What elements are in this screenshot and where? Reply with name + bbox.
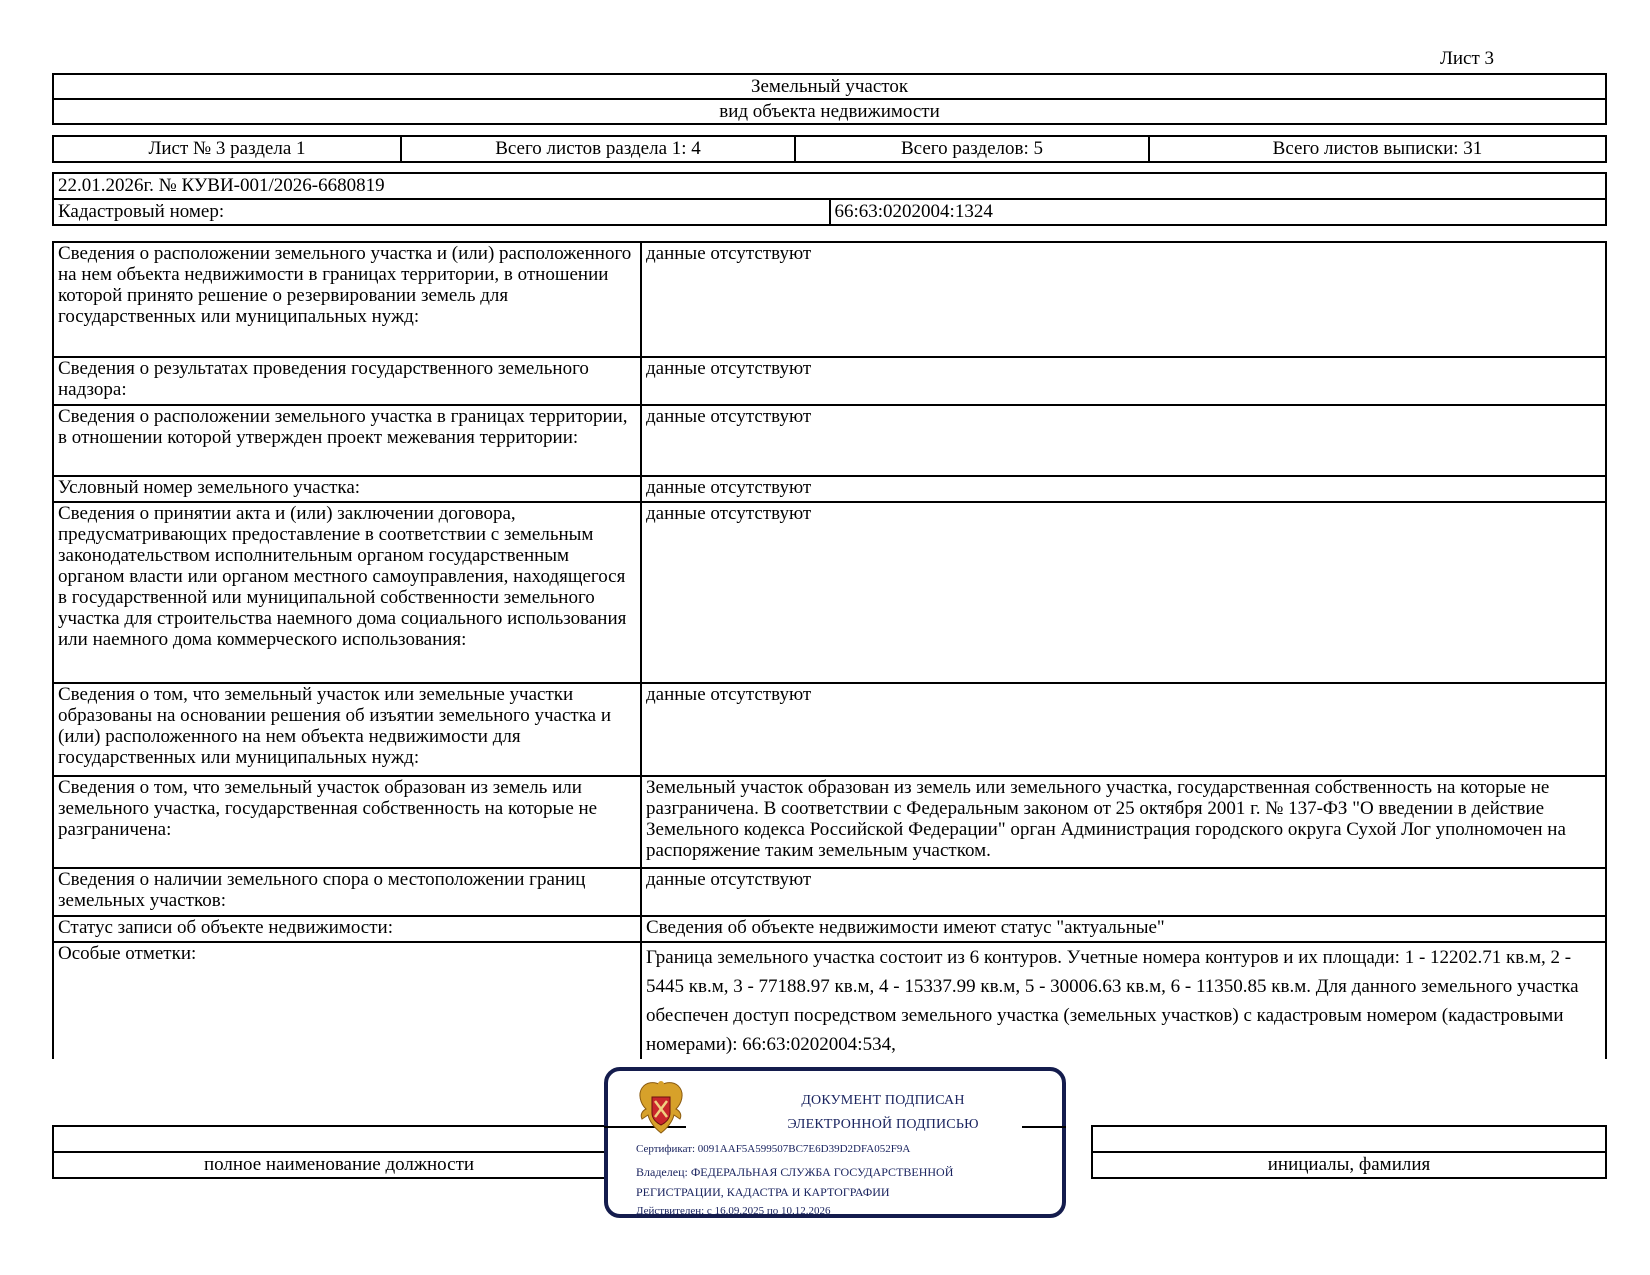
row-label: Сведения о расположении земельного участка в границах территории, в отношении которой утвержден проект межевания территории: [53,405,641,476]
row-value: данные отсутствуют [641,357,1606,405]
row-label: Особые отметки: [53,942,641,1059]
row-label: Сведения о расположении земельного участка и (или) расположенного на нем объекта недвижимости в границах территории, в отношении которой принято решение о резервировании земель для государственных или муниципальных нужд: [53,242,641,357]
table-row [53,242,1606,357]
stamp-title: ДОКУМЕНТ ПОДПИСАН [801,1093,965,1108]
table-row [53,942,1606,1059]
row-label: Сведения о результатах проведения государственного земельного надзора: [53,357,641,405]
row-label: Сведения о принятии акта и (или) заключении договора, предусматривающих предоставление в соответствии с земельным законодательством исполнительным органом государственным органом власти или органом местного самоуправления, находящегося в государственной или муниципальной собственности земельного участка для строительства наемного дома социального использования или наемного дома коммерческого использования: [53,502,641,683]
table-row [53,502,1606,683]
row-label: Условный номер земельного участка: [53,476,641,502]
object-name: Земельный участок [53,74,1606,99]
document-reference: 22.01.2026г. № КУВИ-001/2026-6680819 [53,173,1606,199]
stamp-validity: Действителен: с 16.09.2025 по 10.12.2026 [636,1205,831,1217]
row-label: Сведения о том, что земельный участок или земельные участки образованы на основании решения об изъятии земельного участка и (или) расположенного на нем объекта недвижимости для государственных или муниципальных нужд: [53,683,641,776]
stamp-certificate: Сертификат: 0091AAF5A599507BC7E6D39D2DFA052F9A [636,1143,911,1155]
row-label: Сведения о том, что земельный участок образован из земель или земельного участка, государственная собственность на которые не разграничена: [53,776,641,868]
stamp-subtitle: ЭЛЕКТРОННОЙ ПОДПИСЬЮ [787,1117,979,1132]
section-sheets-total: Всего листов раздела 1: 4 [401,136,795,162]
name-caption: инициалы, фамилия [1092,1152,1606,1178]
row-value: Земельный участок образован из земель или земельного участка, государственная собственность на которые не разграничена. В соответствии с Федеральным законом от 25 октября 2001 г. № 137-ФЗ "О введении в действие Земельного кодекса Российской Федерации" орган Администрация городского округа Сухой Лог уполномочен на распоряжение таким земельным участком. [641,776,1606,868]
table-row [53,683,1606,776]
table-row [53,476,1606,502]
row-value: Граница земельного участка состоит из 6 контуров. Учетные номера контуров и их площади: 1 - 12202.71 кв.м, 2 - 5445 кв.м, 3 - 77188.97 кв.м, 4 - 15337.99 кв.м, 5 - 30006.63 кв.м, 6 - 11350.85 кв.м. Для данного земельного участка обеспечен доступ посредством земельного участка (земельных участков) с кадастровым номером (кадастровыми номерами): 66:63:0202004:534, [641,942,1606,1059]
row-value: данные отсутствуют [641,405,1606,476]
identification-table [52,172,1607,226]
row-label: Статус записи об объекте недвижимости: [53,916,641,942]
coat-of-arms-icon [634,1079,688,1137]
row-value: данные отсутствуют [641,868,1606,916]
table-row [53,916,1606,942]
electronic-signature-stamp [604,1067,1066,1218]
object-header-table [52,73,1607,125]
row-value: данные отсутствуют [641,242,1606,357]
row-label: Сведения о наличии земельного спора о местоположении границ земельных участков: [53,868,641,916]
object-kind: вид объекта недвижимости [53,99,1606,124]
stamp-owner: Владелец: ФЕДЕРАЛЬНАЯ СЛУЖБА ГОСУДАРСТВЕННОЙ [636,1165,954,1179]
name-line [1092,1126,1606,1152]
row-value: данные отсутствуют [641,502,1606,683]
sections-total: Всего разделов: 5 [795,136,1149,162]
table-row [53,776,1606,868]
extract-sheets-total: Всего листов выписки: 31 [1149,136,1606,162]
table-row [53,868,1606,916]
stamp-owner-cont: РЕГИСТРАЦИИ, КАДАСТРА И КАРТОГРАФИИ [636,1185,890,1199]
sheet-number: Лист 3 [1440,48,1495,69]
table-row [53,357,1606,405]
row-value: данные отсутствуют [641,476,1606,502]
table-row [53,405,1606,476]
row-value: данные отсутствуют [641,683,1606,776]
sheet-of-section: Лист № 3 раздела 1 [53,136,401,162]
position-caption: полное наименование должности [53,1152,625,1178]
land-plot-details-table [52,241,1607,1059]
cadastral-number-label: Кадастровый номер: [53,199,830,225]
sheet-meta-table [52,135,1607,163]
row-value: Сведения об объекте недвижимости имеют статус "актуальные" [641,916,1606,942]
position-line [53,1126,625,1152]
cadastral-number-value: 66:63:0202004:1324 [830,199,1607,225]
